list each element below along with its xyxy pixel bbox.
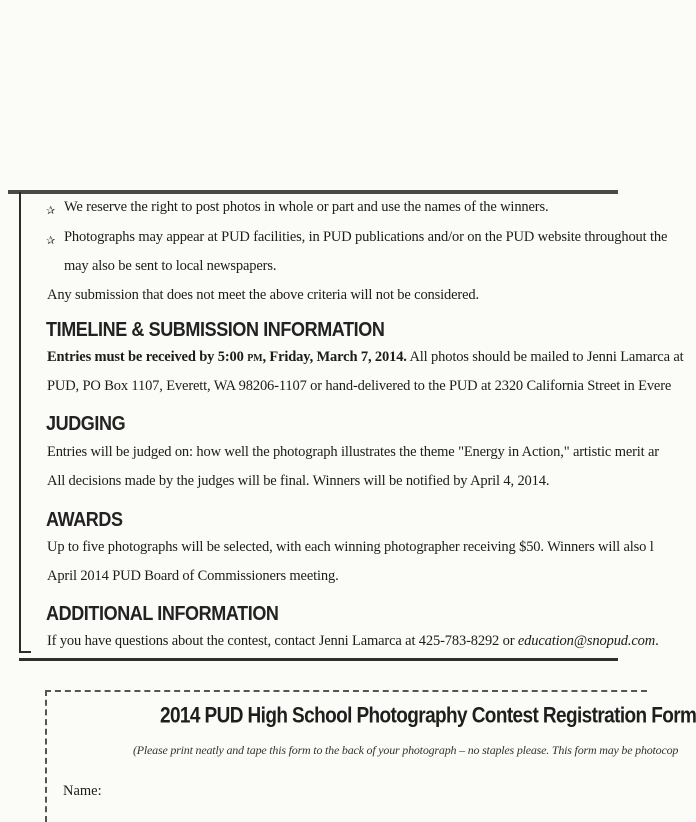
name-field-label: Name:	[63, 783, 102, 799]
registration-form-title: 2014 PUD High School Photography Contest Registration Form	[160, 704, 696, 729]
left-border-rule	[19, 192, 21, 652]
rule-bullet-1: We reserve the right to post photos in whole or part and use the names of the winners.	[64, 199, 549, 215]
deadline-pm: PM	[247, 353, 263, 364]
timeline-mailing-text: All photos should be mailed to Jenni Lamarca at	[406, 349, 684, 365]
awards-line-1: Up to five photographs will be selected, with each winning photographer receiving $50. Winners will also l	[47, 539, 654, 555]
awards-heading: AWARDS	[46, 508, 123, 531]
top-border-rule	[8, 190, 618, 194]
additional-info-line	[47, 633, 659, 650]
registration-form-instructions: (Please print neatly and tape this form to the back of your photograph – no staples please. This form may be photocop	[133, 743, 679, 757]
bullet-star-icon: ✰	[46, 235, 56, 247]
criteria-note: Any submission that does not meet the above criteria will not be considered.	[47, 287, 479, 303]
judging-line-1: Entries will be judged on: how well the photograph illustrates the theme "Energy in Action," artistic merit ar	[47, 444, 659, 460]
section-bottom-rule	[19, 658, 618, 661]
additional-info-heading: ADDITIONAL INFORMATION	[46, 602, 279, 625]
deadline-date: , Friday, March 7, 2014.	[262, 349, 407, 365]
awards-line-2: April 2014 PUD Board of Commissioners meeting.	[47, 568, 339, 584]
contact-email-link[interactable]: education@snopud.com	[517, 633, 656, 649]
additional-info-text: If you have questions about the contest, contact Jenni Lamarca at 425-783-8292 or	[47, 633, 518, 649]
deadline-text: Entries must be received by 5:00	[47, 349, 244, 365]
bullet-star-icon: ✰	[46, 205, 56, 217]
timeline-line-2: PUD, PO Box 1107, Everett, WA 98206-1107 or hand-delivered to the PUD at 2320 California Street in Evere	[47, 378, 672, 394]
timeline-heading: TIMELINE & SUBMISSION INFORMATION	[46, 318, 385, 341]
left-border-foot	[19, 651, 31, 653]
rule-bullet-2-line1: Photographs may appear at PUD facilities, in PUD publications and/or on the PUD website throughout the	[64, 229, 668, 245]
rule-bullet-2-line2: may also be sent to local newspapers.	[64, 258, 277, 274]
additional-info-end: .	[655, 633, 659, 649]
judging-heading: JUDGING	[46, 412, 126, 435]
judging-line-2: All decisions made by the judges will be final. Winners will be notified by April 4, 2014.	[47, 473, 550, 489]
timeline-line-1	[47, 349, 684, 366]
